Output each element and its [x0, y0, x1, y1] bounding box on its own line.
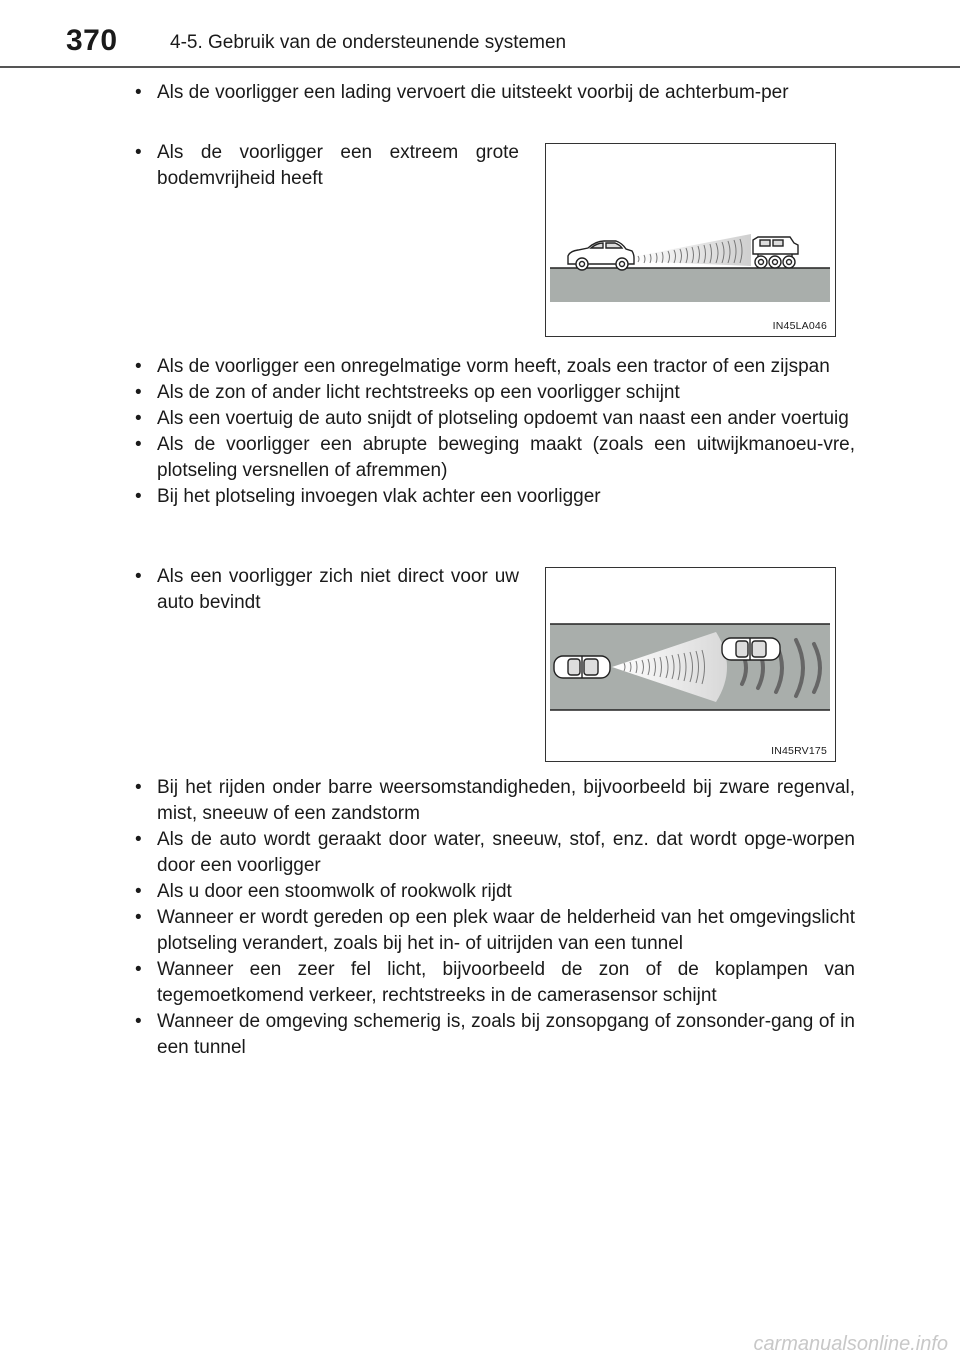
- figure1-caption: [131, 140, 519, 192]
- figure-code: IN45LA046: [772, 320, 827, 332]
- off-road-vehicle-icon: [753, 237, 798, 268]
- list-item: • Als u door een stoomwolk of rookwolk rijdt: [131, 879, 855, 905]
- list-item: • Wanneer de omgeving schemerig is, zoals bij zonsopgang of zonsonder-gang of in een tunnel: [131, 1009, 855, 1061]
- page-number: 370: [66, 24, 118, 57]
- list-item: • Als de voorligger een lading vervoert die uitsteekt voorbij de achterbum-per: [131, 80, 855, 106]
- figure-offset-vehicle: [545, 567, 836, 762]
- car-icon: [568, 241, 634, 270]
- list-item: • Als de voorligger een abrupte beweging maakt (zoals een uitwijkmanoeu-vre, plotseling versnellen of afremmen): [131, 432, 855, 484]
- list-item: • Als de voorligger een extreem grote bodemvrijheid heeft: [131, 140, 519, 192]
- section-title: 4-5. Gebruik van de ondersteunende systemen: [170, 32, 567, 53]
- list-item: • Als de voorligger een onregelmatige vorm heeft, zoals een tractor of een zijspan: [131, 354, 855, 380]
- sensor-beam: [632, 234, 751, 266]
- watermark: carmanualsonline.info: [753, 1333, 948, 1355]
- list-item: • Bij het rijden onder barre weersomstandigheden, bijvoorbeeld bij zware regenval, mist, sneeuw of een zandstorm: [131, 775, 855, 827]
- list-item: • Wanneer een zeer fel licht, bijvoorbeeld de zon of de koplampen van tegemoetkomend verkeer, rechtstreeks in de camerasensor schijnt: [131, 957, 855, 1009]
- list-item: • Als een voertuig de auto snijdt of plotseling opdoemt van naast een ander voertuig: [131, 406, 855, 432]
- illustration-offset-vehicle: [546, 568, 835, 761]
- list-item: • Wanneer er wordt gereden op een plek waar de helderheid van het omgevingslicht plotseling verandert, zoals bij het in- of uitrijden van een tunnel: [131, 905, 855, 957]
- figure2-caption: [131, 564, 519, 616]
- leading-car-icon: [722, 638, 780, 660]
- illustration-high-clearance: [546, 144, 835, 336]
- list-item: • Bij het plotseling invoegen vlak achter een voorligger: [131, 484, 855, 510]
- list-item: • Als de auto wordt geraakt door water, sneeuw, stof, enz. dat wordt opge-worpen door een voorligger: [131, 827, 855, 879]
- bullet-list-top: [131, 80, 855, 106]
- figure-high-clearance: [545, 143, 836, 337]
- list-item: • Als de zon of ander licht rechtstreeks op een voorligger schijnt: [131, 380, 855, 406]
- own-car-icon: [554, 656, 610, 678]
- bullet-list-middle: [131, 354, 855, 510]
- list-item: • Als een voorligger zich niet direct voor uw auto bevindt: [131, 564, 519, 616]
- road: [550, 268, 830, 302]
- bullet-list-bottom: [131, 775, 855, 1061]
- figure-code: IN45RV175: [771, 745, 827, 757]
- header-rule: [0, 66, 960, 68]
